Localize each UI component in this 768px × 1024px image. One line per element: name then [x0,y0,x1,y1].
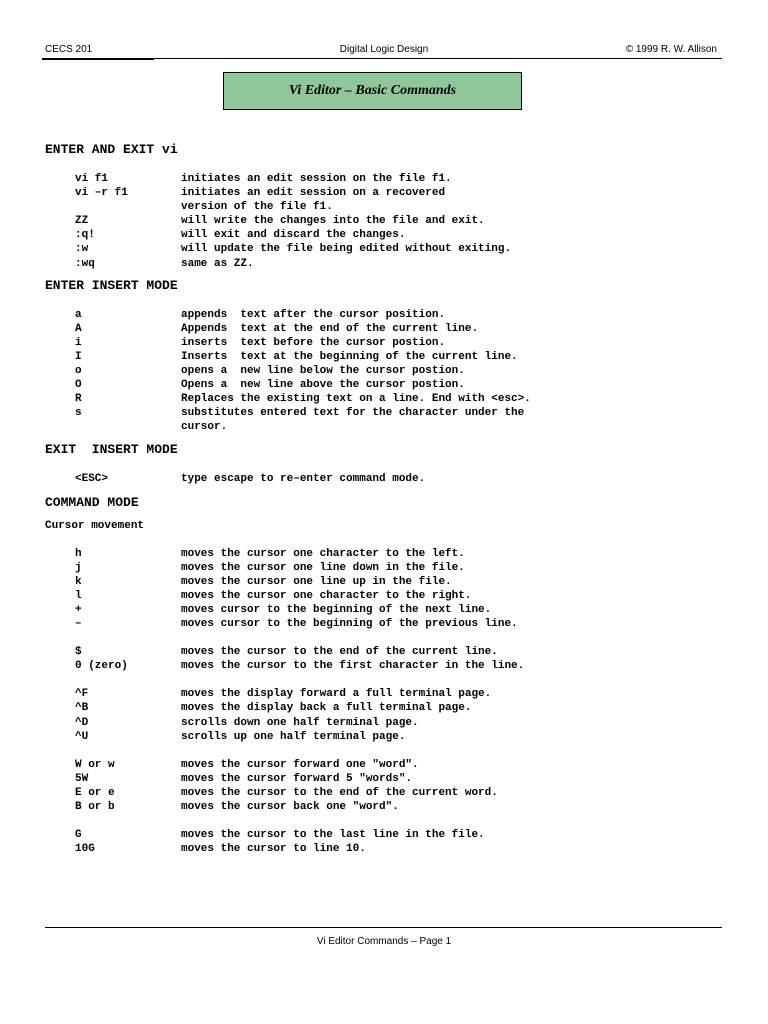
command-key: :q! [75,229,95,242]
command-description: appends text after the cursor position. [181,308,446,321]
command-key: $ [75,646,82,659]
command-description: moves cursor to the beginning of the previous line. [181,618,518,631]
command-row [45,336,735,350]
command-description: moves the cursor to the end of the current word. [181,786,498,799]
command-key: i [75,336,82,349]
command-list-cursor-movement [45,547,735,857]
command-key: :w [75,243,89,256]
command-group [45,645,735,673]
command-row [45,392,735,406]
command-row [45,687,735,701]
footer-rule [45,927,722,928]
page-title: Vi Editor – Basic Commands [223,72,522,110]
command-row [45,420,735,434]
command-key: s [75,407,82,420]
command-row [45,716,735,730]
command-row [45,378,735,392]
command-description: moves the cursor one character to the left. [181,547,465,560]
command-group [45,547,735,632]
command-description: moves the cursor back one "word". [181,801,399,813]
command-key: B or b [75,801,115,813]
header-rule-accent [42,59,154,60]
command-list-exit-insert [45,472,735,486]
command-key: E or e [75,786,115,799]
command-group [45,687,735,743]
command-key: + [75,603,82,616]
header-course: CECS 201 [45,44,93,55]
command-key: l [75,589,82,602]
command-key: 10G [75,843,95,856]
command-row [45,758,735,772]
command-key: j [75,561,82,574]
command-description: Appends text at the end of the current line. [181,322,479,335]
command-description: scrolls up one half terminal page. [181,730,406,743]
command-key: vi –r f1 [75,187,128,200]
command-row [45,322,735,336]
command-description: version of the file f1. [181,201,333,214]
command-row [45,701,735,715]
command-row [45,730,735,744]
command-row [45,172,735,186]
command-description: inserts text before the cursor postion. [181,336,446,349]
header-copyright: © 1999 R. W. Allison [625,44,717,55]
command-key: vi f1 [75,173,109,185]
command-key: ^F [75,688,89,701]
command-description: moves the cursor to line 10. [181,843,366,856]
command-row [45,575,735,589]
command-row [45,186,735,200]
command-key: A [75,322,82,335]
command-row [45,350,735,364]
command-row [45,547,735,561]
command-list-enter-exit [45,172,735,271]
section-heading-exit-insert: EXIT INSERT MODE [45,441,178,457]
command-key: k [75,575,82,588]
command-key: o [75,365,82,378]
command-description: scrolls down one half terminal page. [181,716,419,729]
command-description: moves the cursor forward one "word". [181,758,419,771]
command-row [45,603,735,617]
command-key: ^B [75,702,89,715]
command-row [45,472,735,486]
command-description: moves the cursor one line up in the file. [181,575,452,588]
section-heading-enter-exit: ENTER AND EXIT vi [45,142,178,157]
command-description: Opens a new line above the cursor postion. [181,379,465,392]
command-row [45,842,735,856]
command-row [45,589,735,603]
command-key: a [75,308,82,321]
command-row [45,308,735,322]
command-description: will exit and discard the changes. [181,229,406,242]
command-description: moves the cursor to the first character in the line. [181,660,525,673]
command-row [45,786,735,800]
command-row [45,617,735,631]
command-key: ^U [75,730,89,743]
command-description: moves the display forward a full terminal page. [181,688,492,701]
command-key: h [75,547,82,560]
command-row [45,200,735,214]
command-description: cursor. [181,421,228,434]
command-description: substitutes entered text for the character under the [181,407,525,420]
subheading-cursor-movement: Cursor movement [45,519,145,532]
command-row [45,242,735,256]
command-key: R [75,393,82,406]
command-description: moves the cursor one line down in the file. [181,561,465,574]
command-description: moves the cursor to the end of the current line. [181,646,498,659]
section-heading-insert: ENTER INSERT MODE [45,277,178,293]
command-key: W or w [75,758,115,771]
command-key [45,420,181,434]
command-key: ^D [75,716,89,729]
command-key: :wq [75,257,95,270]
command-key: <ESC> [75,472,109,485]
command-description: will update the file being edited without exiting. [181,243,512,256]
command-description: initiates an edit session on a recovered [181,187,446,200]
header-subject: Digital Logic Design [339,44,429,55]
command-row [45,659,735,673]
command-key: I [75,350,82,363]
command-key: – [75,618,82,631]
command-list-insert [45,308,735,435]
command-row [45,364,735,378]
command-description: type escape to re–enter command mode. [181,472,426,485]
command-key: ZZ [75,215,89,228]
command-key [45,200,181,214]
command-description: same as ZZ. [181,257,254,270]
section-heading-command: COMMAND MODE [45,494,139,510]
command-row [45,772,735,786]
command-description: moves the cursor to the last line in the file. [181,829,485,842]
command-description: Inserts text at the beginning of the current line. [181,350,518,363]
command-reference [45,142,735,856]
command-key: G [75,829,82,842]
command-description: moves the display back a full terminal page. [181,702,472,715]
command-description: will write the changes into the file and exit. [181,215,485,228]
command-key: O [75,379,82,392]
command-key: 5W [75,772,89,785]
command-description: moves the cursor one character to the right. [181,589,472,602]
command-description: Replaces the existing text on a line. End with <esc>. [181,393,531,406]
command-description: opens a new line below the cursor postion. [181,365,465,378]
command-key: 0 (zero) [75,660,128,673]
command-row [45,406,735,420]
page-footer: Vi Editor Commands – Page 1 [316,936,452,947]
command-row [45,800,735,814]
command-group [45,758,735,814]
command-group [45,828,735,856]
command-row [45,561,735,575]
command-description: initiates an edit session on the file f1. [181,173,452,185]
command-row [45,257,735,271]
command-description: moves cursor to the beginning of the next line. [181,603,492,616]
command-row [45,645,735,659]
command-row [45,828,735,842]
command-description: moves the cursor forward 5 "words". [181,772,413,785]
command-row [45,228,735,242]
command-row [45,214,735,228]
